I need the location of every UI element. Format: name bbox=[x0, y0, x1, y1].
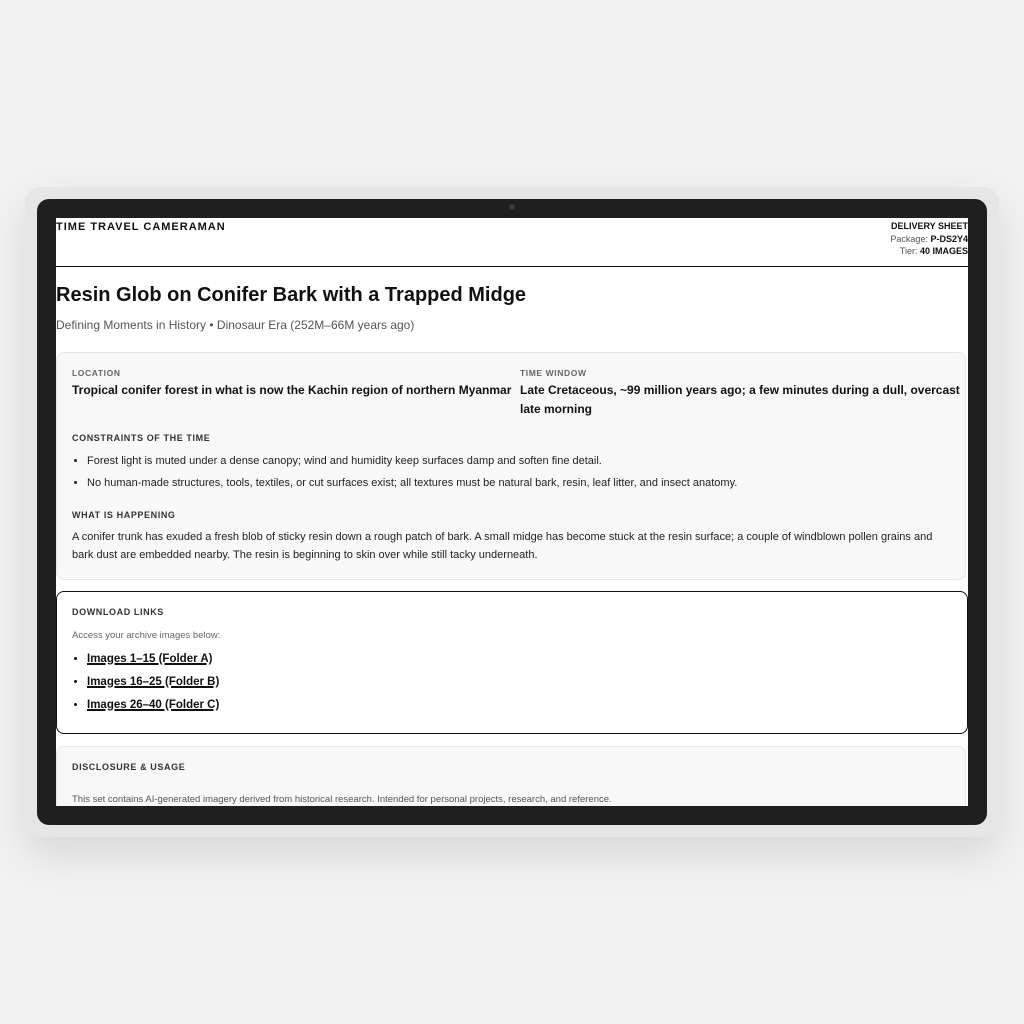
download-link-item bbox=[87, 698, 219, 712]
disclosure-card bbox=[56, 746, 966, 806]
happening-text: A conifer trunk has exuded a fresh blob of sticky resin down a rough patch of bark. A small midge has become stuck at the resin surface; a couple of windblown pollen grains and bark dust are embedded nearby. The resin is beginning to skin over while still tacky underneath. bbox=[72, 531, 933, 561]
download-links-card bbox=[56, 591, 968, 734]
delivery-info bbox=[890, 220, 968, 258]
delivery-sheet-title: DELIVERY SHEET bbox=[890, 221, 968, 231]
happening-label: WHAT IS HAPPENING bbox=[72, 510, 176, 520]
constraints-label: CONSTRAINTS OF THE TIME bbox=[72, 433, 211, 443]
package-line bbox=[890, 233, 968, 246]
page-screen[interactable] bbox=[56, 218, 968, 806]
location-label: LOCATION bbox=[72, 368, 121, 378]
location-value: Tropical conifer forest in what is now the Kachin region of northern Myanmar bbox=[72, 383, 512, 397]
download-links-label: DOWNLOAD LINKS bbox=[72, 607, 164, 617]
download-link-folder-a[interactable]: Images 1–15 (Folder A) bbox=[87, 653, 213, 665]
download-link-folder-c[interactable]: Images 26–40 (Folder C) bbox=[87, 699, 220, 711]
camera-icon bbox=[509, 204, 515, 210]
download-links-list bbox=[73, 652, 219, 721]
download-link-item bbox=[87, 675, 219, 689]
tier-value: 40 IMAGES bbox=[919, 246, 968, 256]
constraint-item: • Forest light is muted under a dense canopy; wind and humidity keep surfaces damp and soften fine detail. bbox=[87, 455, 957, 467]
tier-line bbox=[890, 245, 968, 258]
brand-name: TIME TRAVEL CAMERAMAN bbox=[56, 221, 226, 233]
constraint-item: • No human-made structures, tools, textiles, or cut surfaces exist; all textures must be natural bark, resin, leaf litter, and insect anatomy. bbox=[87, 477, 957, 489]
tier-label: Tier: bbox=[899, 246, 918, 256]
disclosure-text: This set contains AI-generated imagery derived from historical research. Intended for personal projects, research, and reference. bbox=[72, 794, 612, 805]
time-window-value: Late Cretaceous, ~99 million years ago; a few minutes during a dull, overcast late morning bbox=[520, 383, 960, 416]
download-link-folder-b[interactable]: Images 16–25 (Folder B) bbox=[87, 676, 220, 688]
constraints-list bbox=[73, 455, 957, 499]
page-header bbox=[56, 218, 968, 267]
page-title: Resin Glob on Conifer Bark with a Trapped Midge bbox=[56, 284, 527, 306]
time-window-label: TIME WINDOW bbox=[520, 368, 587, 378]
package-label: Package: bbox=[890, 233, 928, 244]
disclosure-label: DISCLOSURE & USAGE bbox=[72, 762, 186, 772]
details-card bbox=[56, 352, 966, 580]
download-link-item bbox=[87, 652, 219, 666]
page-subtitle: Defining Moments in History • Dinosaur Era (252M–66M years ago) bbox=[56, 318, 415, 332]
download-links-subtitle: Access your archive images below: bbox=[72, 630, 221, 641]
package-value: P-DS2Y4 bbox=[930, 233, 968, 244]
